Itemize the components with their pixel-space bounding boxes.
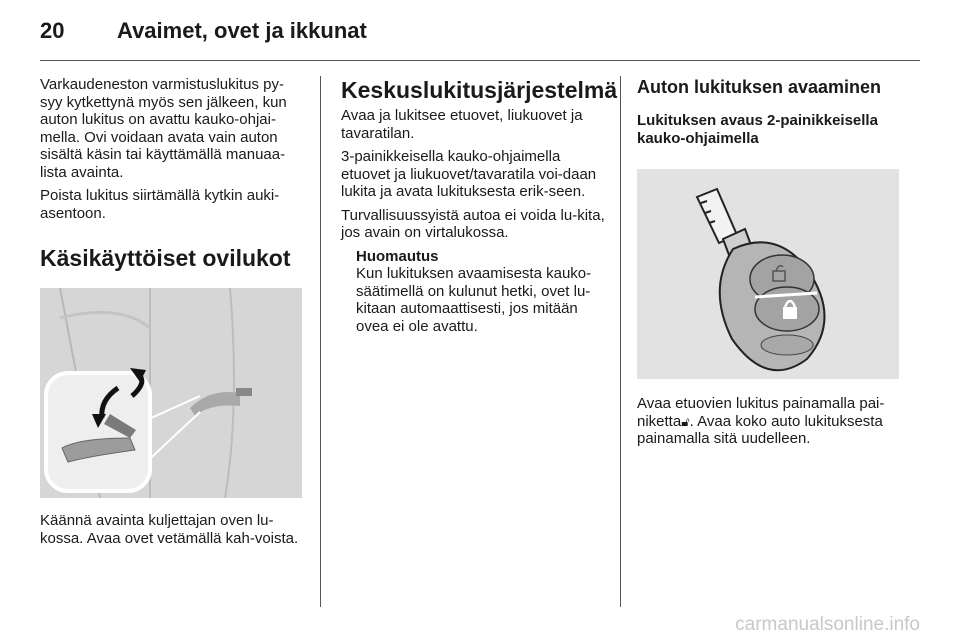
unlock-icon: 🔓︎ (681, 413, 690, 429)
paragraph-turn-key: Käännä avainta kuljettajan oven lu-kossa. Avaa ovet vetämällä kah-voista. (40, 512, 299, 547)
door-handle-illustration (40, 288, 302, 498)
watermark: carmanualsonline.info (735, 614, 920, 635)
note-box (356, 248, 607, 336)
note-text: Kun lukituksen avaamisesta kauko-säätimellä on kulunut hetki, ovet lu-kitaan automaattisesti, jos mitään ovea ei ole avattu. (356, 265, 592, 335)
remote-key-illustration (637, 169, 899, 379)
press-button-text-b: . Avaa koko auto lukituksesta painamalla sitä uudelleen. (637, 412, 883, 447)
paragraph-switch: Poista lukitus siirtämällä kytkin auki-asentoon. (40, 187, 280, 222)
chapter-title: Avaimet, ovet ja ikkunat (117, 18, 367, 43)
column-divider-1 (320, 76, 321, 607)
paragraph-locks-doors: Avaa ja lukitsee etuovet, liukuovet ja tavaratilan. (341, 107, 583, 142)
paragraph-three-button: 3-painikkeisella kauko-ohjaimella etuovet ja liukuovet/tavaratila voi-daan lukita ja avata lukituksesta erik-seen. (341, 148, 597, 200)
column-2 (341, 76, 618, 335)
heading-unlocking: Auton lukituksen avaaminen (637, 77, 882, 97)
remote-key-image (637, 169, 899, 379)
subheading-two-button: Lukituksen avaus 2-painikkeisella kauko-ohjaimella (637, 112, 878, 147)
header-rule (40, 60, 920, 61)
column-divider-2 (620, 76, 621, 607)
paragraph-press-button (637, 395, 903, 448)
page-header (40, 16, 920, 56)
press-button-text-a: Avaa etuovien lukitus painamalla pai-niketta (637, 395, 885, 430)
heading-central-locking: Keskuslukitusjärjestelmä (341, 77, 618, 103)
column-1 (40, 76, 306, 553)
page-number: 20 (40, 18, 65, 43)
heading-manual-locks: Käsikäyttöiset ovilukot (40, 245, 291, 271)
paragraph-theft-lock: Varkaudeneston varmistuslukitus py-syy kytkettynä myös sen jälkeen, kun auton lukitus on avattu kauko-ohjai-mella. Ovi voidaan avata vain auton sisältä käsin tai käyttämällä manuaa-lista avainta. (40, 76, 287, 181)
column-3 (637, 76, 903, 454)
door-handle-image (40, 288, 302, 498)
note-title: Huomautus (356, 247, 439, 265)
paragraph-safety: Turvallisuussyistä autoa ei voida lu-kita, jos avain on virtalukossa. (341, 206, 605, 241)
